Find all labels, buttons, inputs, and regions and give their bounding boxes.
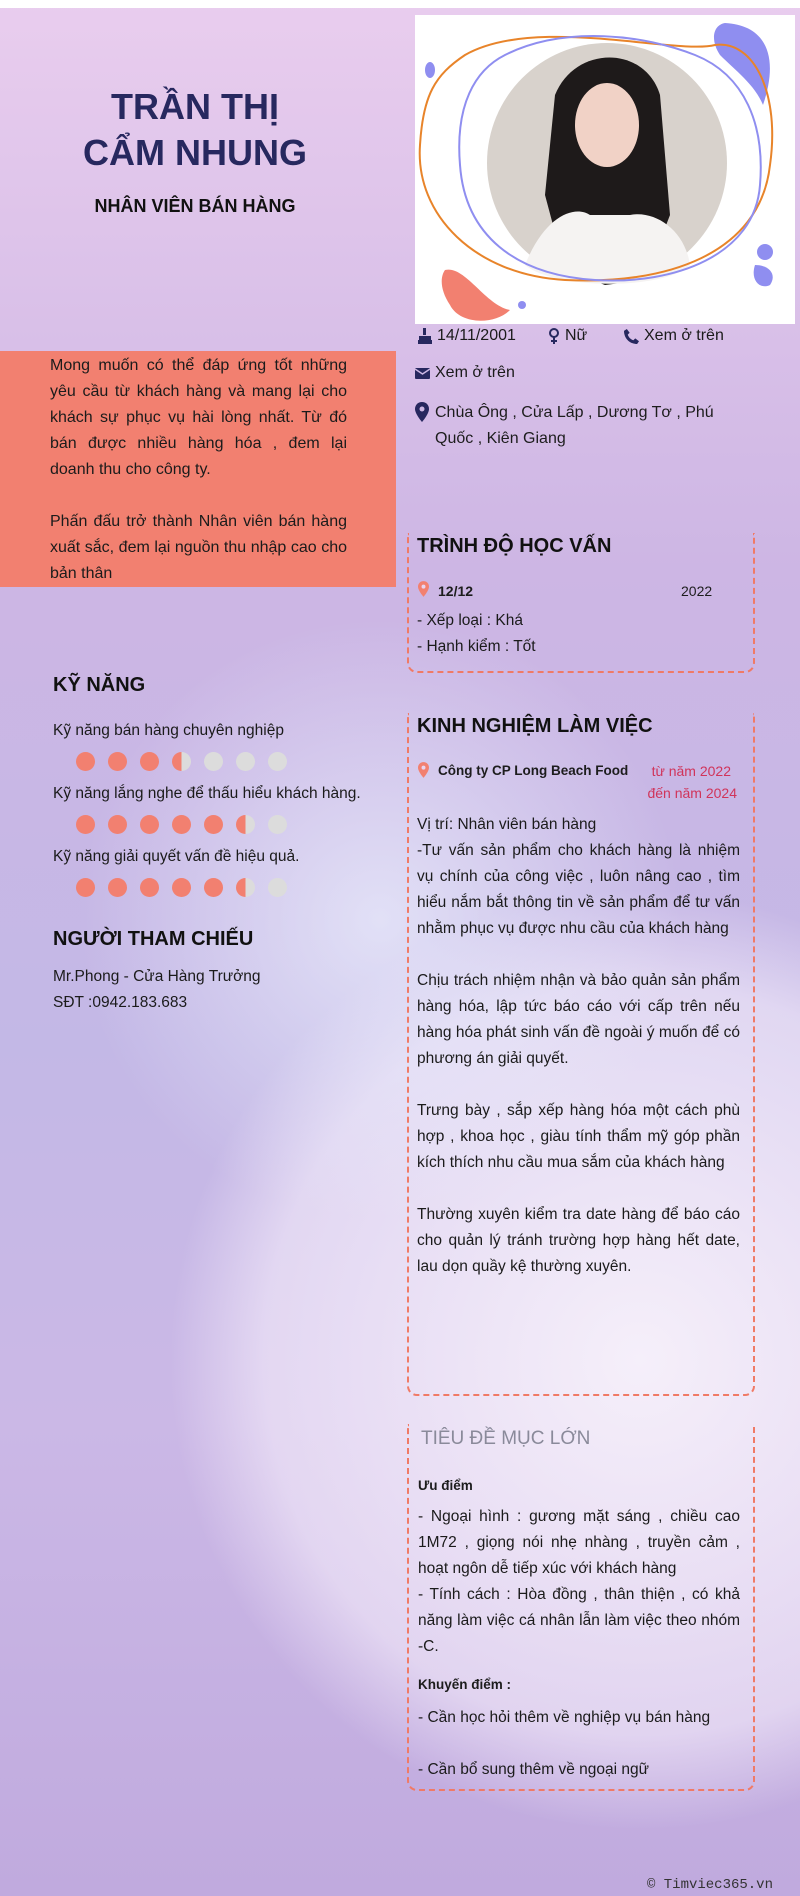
email — [415, 364, 515, 382]
profile-photo — [415, 15, 795, 324]
gender — [548, 327, 587, 345]
skill-rating-dot — [76, 815, 95, 834]
skill-rating-dot — [268, 815, 287, 834]
skill-rating-dot — [140, 815, 159, 834]
skill-rating-dot — [172, 752, 191, 771]
section-title: TIÊU ĐỀ MỤC LỚN — [421, 1428, 591, 1449]
duty-4: Thường xuyên kiểm tra date hàng để báo cáo cho quản lý tránh trường hợp hàng hết date, lau dọn quầy kệ thường xuyên. — [417, 1206, 740, 1275]
education-line: - Xếp loại : Khá — [417, 612, 523, 629]
skills-title: KỸ NĂNG — [53, 674, 146, 696]
reference-phone: SĐT :0942.183.683 — [53, 994, 188, 1011]
envelope-icon — [415, 368, 430, 379]
map-pin-icon — [418, 581, 429, 597]
map-pin-icon — [415, 402, 429, 422]
address — [415, 400, 755, 452]
company-name: Công ty CP Long Beach Food — [438, 763, 629, 778]
email-value: Xem ở trên — [435, 364, 515, 381]
date-to: đến năm 2024 — [647, 785, 737, 801]
phone — [624, 327, 724, 345]
education-title: TRÌNH ĐỘ HỌC VẤN — [417, 535, 612, 557]
position: Vị trí: Nhân viên bán hàng — [417, 816, 597, 833]
gender-value: Nữ — [565, 327, 588, 344]
education-section — [407, 533, 755, 673]
cons-title: Khuyến điểm : — [418, 1677, 512, 1692]
candidate-name — [40, 84, 350, 176]
duty-3: Trưng bày , sắp xếp hàng hóa một cách phù hợp , khoa học , giàu tính thẩm mỹ góp phần kích thích nhu cầu mua sắm của khách hàng — [417, 1102, 740, 1171]
skill-rating-dot — [140, 752, 159, 771]
phone-icon — [624, 329, 639, 344]
skill-rating-dot — [76, 752, 95, 771]
skill-rating-dot — [268, 878, 287, 897]
phone-value: Xem ở trên — [644, 327, 724, 344]
objective-p1: Mong muốn có thể đáp ứng tốt những yêu cầu từ khách hàng và mang lại cho khách sự phục vụ hài lòng nhất. Từ đó bán được nhiều hàng hóa , đem lại doanh thu cho công ty. — [50, 357, 347, 478]
skill-rating-dot — [108, 878, 127, 897]
duty-1: -Tư vấn sản phẩm cho khách hàng là nhiệm vụ chính của công việc , luôn nâng cao , tìm hiểu nắm bắt thông tin về sản phẩm để tư vấn nhằm phục vụ được nhu cầu của khách hàng — [417, 842, 740, 937]
skill-rating-dot — [236, 752, 255, 771]
skill-rating-dot — [140, 878, 159, 897]
cons-1: - Cần học hỏi thêm về nghiệp vụ bán hàng — [418, 1709, 711, 1726]
job-title: NHÂN VIÊN BÁN HÀNG — [94, 196, 296, 216]
skill-rating-dot — [236, 878, 255, 897]
pros-1: - Ngoại hình : gương mặt sáng , chiều cao 1M72 , giọng nói nhẹ nhàng , truyền cảm , hoạt ngôn dễ tiếp xúc với khách hàng — [418, 1508, 740, 1577]
pros-2: - Tính cách : Hòa đồng , thân thiện , có khả năng làm việc cá nhân lẫn làm việc theo nhóm -C. — [418, 1586, 740, 1655]
skill-rating-dot — [236, 815, 255, 834]
skill-rating-dot — [76, 878, 95, 897]
experience-title: KINH NGHIỆM LÀM VIỆC — [417, 715, 653, 737]
skill-label: Kỹ năng giải quyết vấn đề hiệu quả. — [53, 848, 300, 865]
birthday-value: 14/11/2001 — [437, 327, 516, 344]
duty-2: Chịu trách nhiệm nhận và bảo quản sản phẩm hàng hóa, lập tức báo cáo với cấp trên nếu hàng hóa phát sinh vấn đề ngoài ý muốn để có phương án giải quyết. — [417, 972, 740, 1067]
pros-text — [418, 1504, 740, 1660]
cons-2: - Cần bổ sung thêm về ngoại ngữ — [418, 1761, 649, 1778]
name-line-2: CẨM NHUNG — [83, 132, 307, 173]
experience-description — [417, 812, 740, 1280]
skill-rating-dot — [172, 878, 191, 897]
skill-rating-dot — [204, 878, 223, 897]
watermark: © Timviec365.vn — [646, 1877, 773, 1893]
map-pin-icon — [418, 762, 429, 778]
skill-rating-dot — [268, 752, 287, 771]
birthday — [418, 327, 516, 345]
education-year: 2022 — [681, 583, 713, 599]
education-line: - Hạnh kiểm : Tốt — [417, 638, 536, 655]
strengths-section — [407, 1424, 755, 1791]
education-school: 12/12 — [438, 583, 474, 599]
skill-label: Kỹ năng bán hàng chuyên nghiệp — [53, 722, 284, 739]
experience-section — [407, 713, 755, 1396]
skill-rating-dot — [108, 815, 127, 834]
address-value: Chùa Ông , Cửa Lấp , Dương Tơ , Phú Quốc , Kiên Giang — [435, 404, 714, 447]
reference-name: Mr.Phong - Cửa Hàng Trưởng — [53, 968, 261, 985]
date-from: từ năm 2022 — [651, 763, 731, 779]
objective-text — [50, 353, 347, 587]
gender-icon — [548, 328, 560, 344]
top-strip — [0, 0, 800, 8]
objective-p2: Phấn đấu trở thành Nhân viên bán hàng xuất sắc, đem lại nguồn thu nhập cao cho bản thân — [50, 513, 347, 582]
reference-title: NGƯỜI THAM CHIẾU — [53, 928, 254, 950]
objective-box — [0, 351, 396, 587]
cake-icon — [418, 328, 432, 344]
skill-rating-dot — [204, 815, 223, 834]
pros-title: Ưu điểm — [418, 1478, 473, 1493]
skill-rating-dot — [172, 815, 191, 834]
skill-rating-dot — [108, 752, 127, 771]
name-line-1: TRẦN THỊ — [111, 86, 279, 127]
skill-rating-dot — [204, 752, 223, 771]
skill-label: Kỹ năng lắng nghe để thấu hiểu khách hàng. — [53, 785, 361, 802]
